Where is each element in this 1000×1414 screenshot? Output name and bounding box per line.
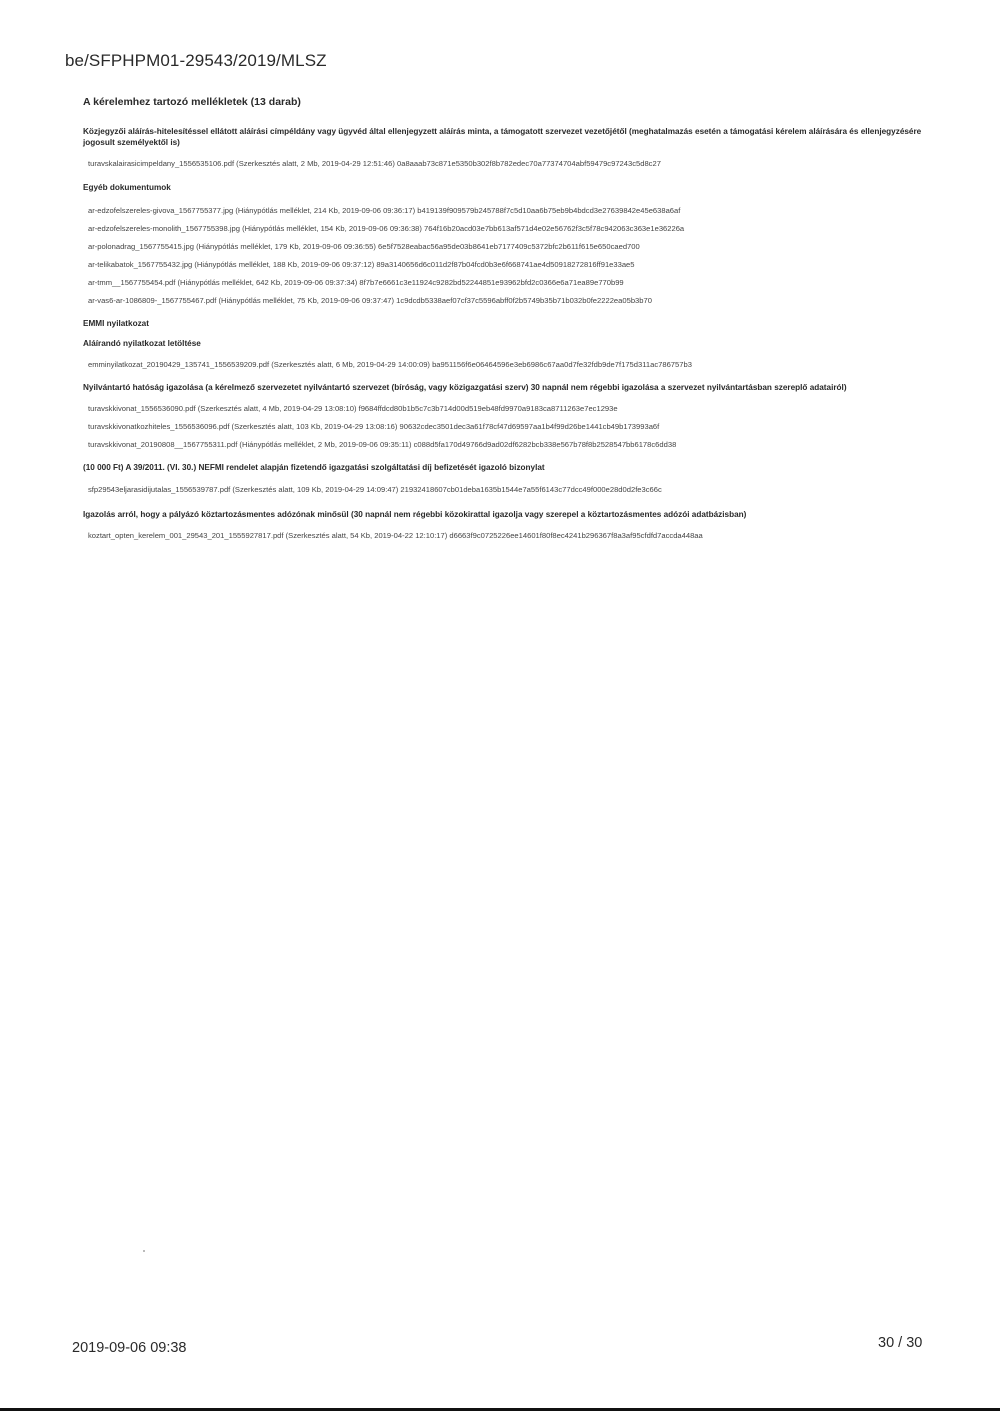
file-item: ar-edzofelszereles-givova_1567755377.jpg (Hiánypótlás melléklet, 214 Kb, 2019-09-06 09:36:17) b419139f909579b245788f7c5d10aa6b75eb9b4bdcd3e27639842e45e638a6af	[88, 206, 681, 215]
section-other-documents	[83, 182, 923, 307]
file-list	[88, 530, 923, 542]
file-item: turavskkivonat_1556536090.pdf (Szerkesztés alatt, 4 Mb, 2019-04-29 13:08:10) f9684ffdcd80b1b5c7c3b714d00d519eb48fd9970a9183ca8711263e7ec1293e	[88, 404, 618, 413]
attachments-content	[83, 96, 923, 553]
file-item: turavskkivonat_20190808__1567755311.pdf (Hiánypótlás melléklet, 2 Mb, 2019-09-06 09:35:11) c088d5fa170d49766d9ad02df6282bcb338e567b78f8b2528547bb6178c6dd38	[88, 440, 677, 449]
section-registry-certificate	[83, 382, 923, 451]
attachments-title: A kérelemhez tartozó mellékletek (13 darab)	[83, 96, 301, 108]
file-item: sfp29543eljarasidijutalas_1556539787.pdf (Szerkesztés alatt, 109 Kb, 2019-04-29 14:09:47) 21932418607cb01deba1635b1544e7a55f6143c77dcc49f000e28d0d2fe3c66c	[88, 485, 662, 494]
section-title: EMMI nyilatkozat	[83, 319, 149, 328]
section-signature-specimen	[83, 126, 923, 170]
file-list	[88, 158, 923, 170]
file-list	[88, 359, 923, 371]
file-item: koztart_opten_kerelem_001_29543_201_1555927817.pdf (Szerkesztés alatt, 54 Kb, 2019-04-22 12:10:17) d6663f9c0725226ee14601f80f8ec4241b296367f8a3af95cfdfd7accda448aa	[88, 531, 703, 540]
section-title: Igazolás arról, hogy a pályázó köztartozásmentes adózónak minősül (30 napnál nem régebbi közokirattal igazolja vagy szerepel a köztartozásmentes adózói adatbázisban)	[83, 510, 747, 519]
file-item: turavskalairasicimpeldany_1556535106.pdf (Szerkesztés alatt, 2 Mb, 2019-04-29 12:51:46) 0a8aaab73c871e5350b302f8b782edec70a77374704abf59479c97243c5d8c27	[88, 159, 661, 168]
file-item: ar-polonadrag_1567755415.jpg (Hiánypótlás melléklet, 179 Kb, 2019-09-06 09:36:55) 6e5f7528eabac56a95de03b8641eb7177409c5372bfc2b611f615e650caed700	[88, 242, 640, 251]
file-item: ar-telikabatok_1567755432.jpg (Hiánypótlás melléklet, 188 Kb, 2019-09-06 09:37:12) 89a3140656d6c011d2f87b04fcd0b3e6f668741ae4d50918272816ff91e33ae5	[88, 260, 635, 269]
section-subtitle: Aláírandó nyilatkozat letöltése	[83, 339, 201, 348]
section-fee-receipt	[83, 462, 923, 496]
file-list	[88, 403, 923, 451]
section-emmi-declaration	[83, 318, 923, 371]
section-title: (10 000 Ft) A 39/2011. (VI. 30.) NEFMI rendelet alapján fizetendő igazgatási szolgáltatási díj befizetését igazoló bizonylat	[83, 463, 545, 472]
scan-speck	[143, 1250, 145, 1252]
file-list	[88, 484, 923, 496]
section-tax-certificate	[83, 509, 923, 542]
footer-datetime: 2019-09-06 09:38	[72, 1340, 187, 1356]
document-reference: be/SFPHPM01-29543/2019/MLSZ	[65, 51, 327, 70]
file-item: emminyilatkozat_20190429_135741_1556539209.pdf (Szerkesztés alatt, 6 Mb, 2019-04-29 14:00:09) ba951156f6e06464596e3eb6986c67aa0d7fe32fdb9de7f175d311ac786757b3	[88, 360, 692, 369]
scan-bottom-edge	[0, 1408, 1000, 1411]
section-title: Nyilvántartó hatóság igazolása (a kérelmező szervezetet nyilvántartó szervezet (bíróság, vagy közigazgatási szerv) 30 napnál nem régebbi igazolása a szervezet nyilvántartásban szereplő adatairól)	[83, 383, 847, 392]
file-item: turavskkivonatkozhiteles_1556536096.pdf (Szerkesztés alatt, 103 Kb, 2019-04-29 13:08:16) 90632cdec3501dec3a61f78cf47d69597aa1b4f99d26be1441cb49b173993a6f	[88, 422, 660, 431]
file-item: ar-vas6-ar-1086809-_1567755467.pdf (Hiánypótlás melléklet, 75 Kb, 2019-09-06 09:37:47) 1c9dcdb5338aef07cf37c5596abff0f2b5749b35b71b032b0fe2222ea05b3b70	[88, 296, 652, 305]
section-title: Közjegyzői aláírás-hitelesítéssel ellátott aláírási címpéldány vagy ügyvéd által ellenjegyzett aláírás minta, a támogatott szervezet vezetőjétől (meghatalmazás esetén a támogatási kérelem aláírására és ellenjegyzésére jogosult személyektől is)	[83, 127, 922, 147]
file-list	[88, 205, 923, 307]
file-item: ar-edzofelszereles-monolith_1567755398.jpg (Hiánypótlás melléklet, 154 Kb, 2019-09-06 09:36:38) 764f16b20acd03e7bb613af571d4e02e56762f3c5f78c942063c363e1e36226a	[88, 224, 685, 233]
section-title: Egyéb dokumentumok	[83, 183, 171, 192]
file-item: ar-tmm__1567755454.pdf (Hiánypótlás melléklet, 642 Kb, 2019-09-06 09:37:34) 8f7b7e6661c3e11924c9282bd52244851e93962bfd2c0366e6a71ea89e770b99	[88, 278, 624, 287]
footer-page-number: 30 / 30	[878, 1335, 923, 1351]
